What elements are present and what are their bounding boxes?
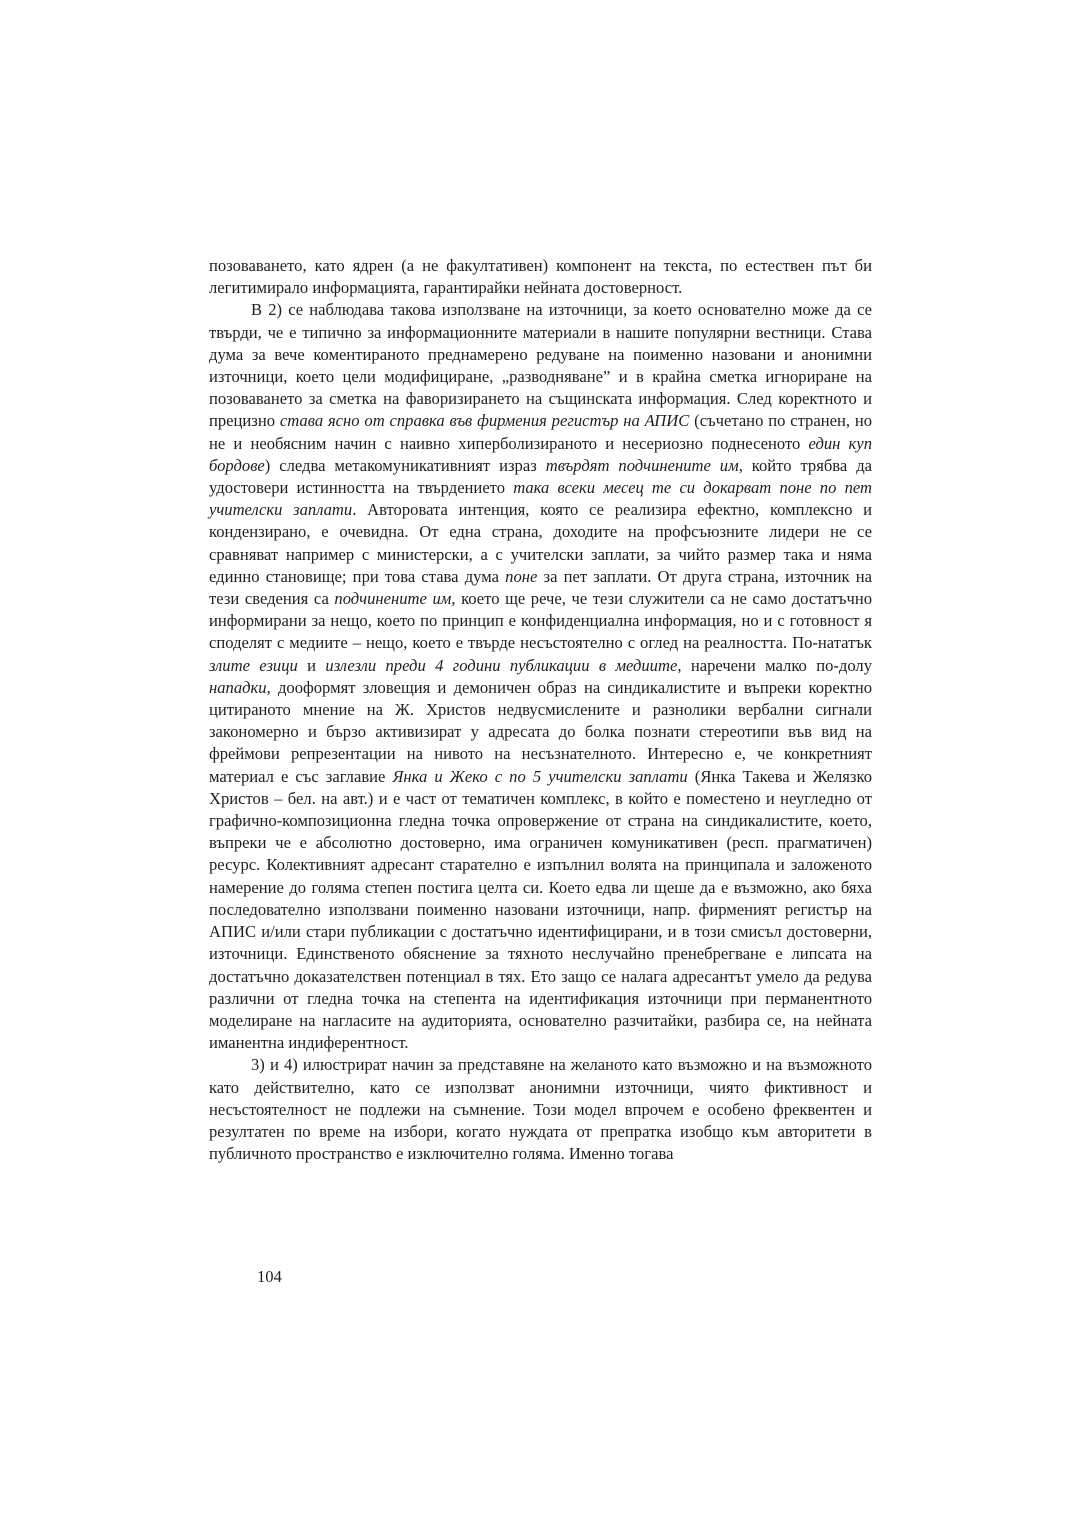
italic-quote: така всеки месец те си докарват поне по пет учителски заплати (209, 478, 872, 520)
italic-quote: излезли преди 4 години публикации в медиите (325, 655, 678, 675)
text-run: , който трябва да удостовери истинността на твърдението (209, 455, 873, 498)
italic-quote: подчинените им (334, 589, 452, 609)
italic-quote: твърдят подчинените им (545, 455, 739, 475)
body-text (209, 255, 872, 1165)
text-run: 3) и 4) илюстрират начин за представяне на желаното като възможно и на възможното като действително, като се използват анонимни източници, чиято фиктивност и несъстоятелност не подлежи на съмнение. Този модел впрочем е особено фреквентен и резултатен по време на избори, когато нуждата от препратка изобщо към авторитети в публичното пространство е изключително голяма. Именно тогава (209, 1055, 872, 1164)
text-run: . Авторовата интенция, която се реализира ефектно, комплексно и кондензирано, е очевидна. От една страна, доходите на профсъюзните лидери не се сравняват например с министерски, а с учителски заплати, за чийто размер така и няма единно становище; при това става дума (209, 500, 873, 586)
text-run: за пет заплати. От друга страна, източник на тези сведения са (209, 566, 873, 609)
text-run: , наречени малко по-долу (677, 655, 872, 675)
text-run: , дооформят зловещия и демоничен образ на синдикалистите и въпреки коректно цитираното мнение на Ж. Христов недвусмислените и разнолики вербални сигнали закономерно и бързо активизират у адресата до болка познати стереотипи във вид на фреймови репрезентации на нивото на несъзнателното. Интересно е, че конкретният материал е със заглавие (209, 677, 872, 786)
italic-quote: Янка и Жеко с по 5 учителски заплати (392, 766, 688, 786)
text-run: ) следва метакомуникативният израз (264, 455, 546, 475)
italic-quote: нападки (209, 677, 267, 697)
text-run: (съчетано по странен, но не и необясним начин с наивно хиперболизираното и несериозно поднесеното (209, 411, 872, 453)
page-number: 104 (257, 1267, 282, 1286)
italic-quote: злите езици (209, 655, 298, 675)
italic-quote: поне (505, 566, 538, 586)
paragraph-3 (209, 1054, 872, 1165)
text-run: позоваването, като ядрен (а не факултативен) компонент на текста, по естествен път би легитимирало информацията, гарантирайки нейната достоверност. (209, 256, 872, 298)
text-run: (Янка Такева и Желязко Христов – бел. на авт.) и е част от тематичен комплекс, в който е поместено и неугледно от графично-композиционна гледна точка опровержение от страна на синдикалистите, което, въпреки че е абсолютно достоверно, има ограничен комуникативен (респ. прагматичен) ресурс. Колективният адресант старателно е изпълнил волята на принципала и заложеното намерение до голяма степен постига целта си. Което едва ли щеше да е възможно, ако бяха последователно използвани поименно назовани източници, напр. фирменият регистър на АПИС и/или стари публикации с достатъчно идентифицирани, и в този смисъл достоверни, източници. Единственото обяснение за тяхното неслучайно пренебрегване е липсата на достатъчно доказателствен потенциал в тях. Ето защо се налага адресантът умело да редува различни от гледна точка на степента на идентификация източници при перманентното моделиране на нагласите на аудиторията, основателно разчитайки, разбира се, на нейната иманентна индиферентност. (209, 766, 872, 1053)
paragraph-2 (209, 299, 872, 1054)
text-run: В 2) се наблюдава такова използване на източници, за което основателно може да се твърди, че е типично за информационните материали в нашите популярни вестници. Става дума за вече коментираното преднамерено редуване на поименно назовани и анонимни източници, което цели модифициране, „разводняване” и в крайна сметка игнориране на позоваването за сметка на фаворизирането на същинската информация. След коректното и прецизно (209, 300, 872, 431)
italic-quote: става ясно от справка във фирмения регистър на АПИС (279, 411, 690, 431)
text-run: и (297, 655, 326, 675)
text-run: , което ще рече, че тези служители са не само достатъчно информирани за нещо, което по принцип е конфиденциална информация, но и с готовност я споделят с медиите – нещо, което е твърде несъстоятелно с оглед на реалността. По-нататък (209, 589, 872, 653)
italic-quote: един куп бордове (209, 433, 872, 475)
paragraph-1 (209, 255, 872, 299)
